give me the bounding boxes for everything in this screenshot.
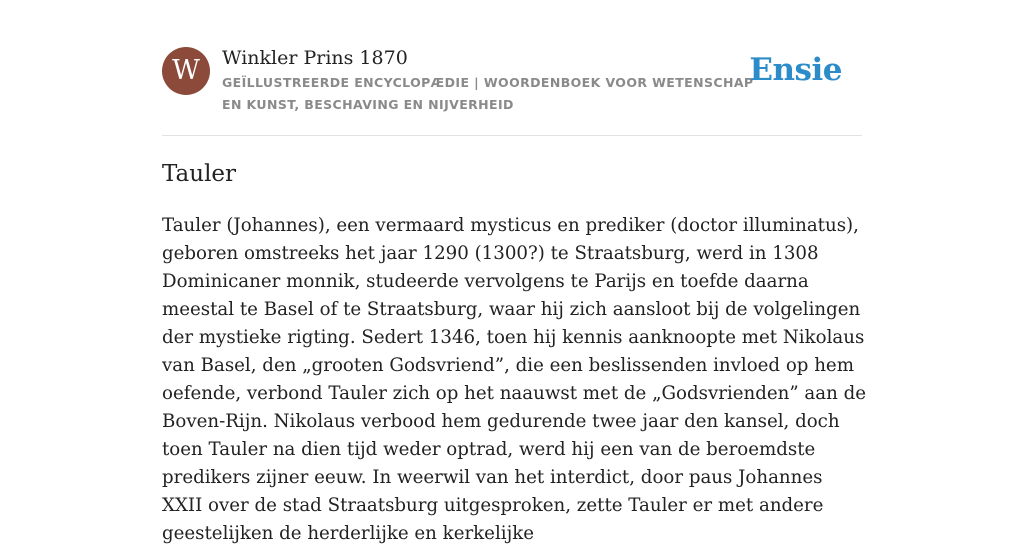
entry-title: Tauler: [162, 161, 237, 187]
entry-body: Tauler (Johannes), een vermaard mysticus en prediker (doctor illuminatus), geboren omstreeks het jaar 1290 (1300?) te Straatsburg, werd in 1308 Dominicaner monnik, studeerde vervolgens te Parijs en toefde daarna meestal te Basel of te Straatsburg, waar hij zich aansloot bij de volgelingen der mystieke rigting. Sedert 1346, toen hij kennis aanknoopte met Nikolaus van Basel, den „grooten Godsvriend”, die een beslissenden invloed op hem oefende, verbond Tauler zich op het naauwst met de „Godsvrienden” aan de Boven-Rijn. Nikolaus verbood hem gedurende twee jaar den kansel, doch toen Tauler na dien tijd weder optrad, werd hij een van de beroemdste predikers zijner eeuw. In weerwil van het interdict, door paus Johannes XXII over de stad Straatsburg uitgesproken, zette Tauler er met andere geestelijken de herderlijke en kerkelijke: [162, 215, 867, 544]
ensie-logo[interactable]: Ensie: [749, 52, 842, 88]
publication-subtitle: GEÏLLUSTREERDE ENCYCLOPÆDIE | WOORDENBOEK VOOR WETENSCHAP EN KUNST, BESCHAVING EN NIJVERHEID: [222, 75, 754, 112]
divider: [162, 135, 862, 136]
entry-header: [162, 0, 862, 136]
avatar[interactable]: W: [162, 47, 210, 95]
publication-title[interactable]: Winkler Prins 1870: [222, 47, 408, 69]
